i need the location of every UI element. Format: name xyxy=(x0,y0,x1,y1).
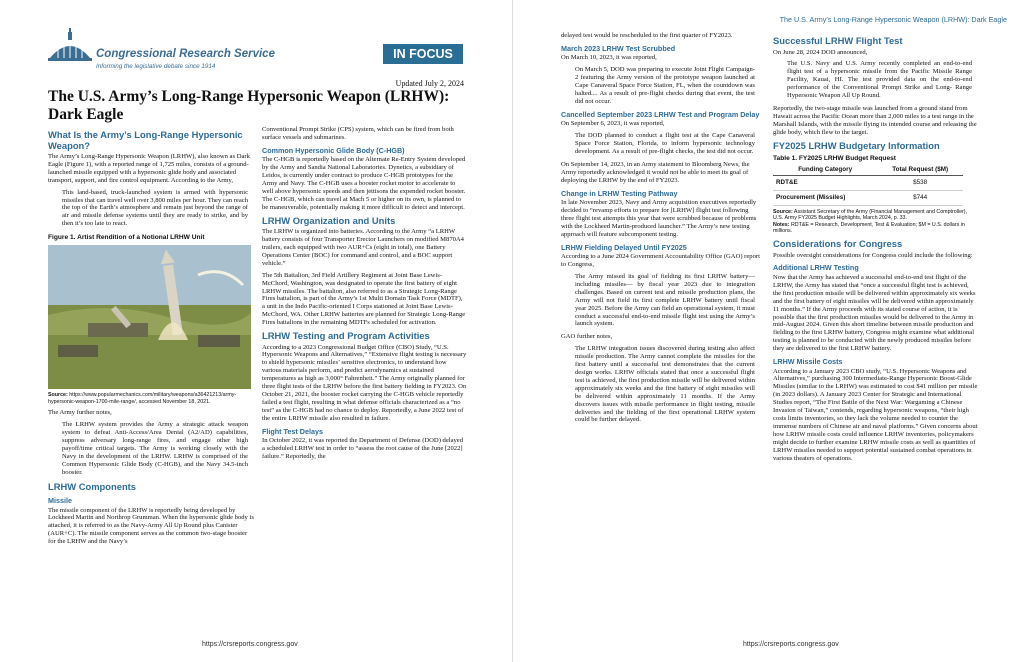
page2-column-right xyxy=(773,32,978,466)
running-header: The U.S. Army’s Long-Range Hypersonic Weapon (LRHW): Dark Eagle xyxy=(779,15,1007,24)
heading-budget: FY2025 LRHW Budgetary Information xyxy=(773,139,940,151)
crs-title: Congressional Research Service xyxy=(96,48,275,60)
quote-army-description: This land-based, truck-launched system is armed with hypersonic missiles that can travel well over 3,800 miles per hour. They can reach the top of the Earth’s atmosphere and remain just beyond the range of air and missile defense systems until they are ready to strike, and by then it’s too late to react. xyxy=(62,188,248,228)
para-september-bloomberg: On September 14, 2023, in an Army statement to Bloomberg News, the Army reportedly acknowledged it would not be able to meet its goal of deploying the LRHW by the end of FY2023. xyxy=(561,160,750,184)
budget-table xyxy=(773,165,963,206)
para-flight-test-delays: In October 2022, it was reported the Department of Defense (DOD) delayed a scheduled LRHW test in order to “assess the root cause of the June [2022] failure.” Reportedly, the xyxy=(262,437,464,460)
table-cell-category: Procurement (Missiles) xyxy=(773,190,877,205)
para-successful-test: On June 28, 2024 DOD announced, xyxy=(773,48,868,56)
quote-gao-fielding: The Army missed its goal of fielding its first LRHW battery—including missiles— by fiscal year 2023 due to integration challenges. Based on current test and missile production plans, the Army will not field its first complete LRHW battery until fiscal year 2025. Before the Army can field an operational system, it must conduct a successful end-to-end missile flight test using the Army’s launch system. xyxy=(575,273,755,328)
table-header-amount: Total Request ($M) xyxy=(877,165,963,175)
table-title: Table 1. FY2025 LRHW Budget Request xyxy=(773,155,896,163)
quote-march-2023: On March 5, DOD was preparing to execute Joint Flight Campaign-2 featuring the Army version of the prototype weapon launched at Cape Canaveral Space Force Station, FL, when the countdown was halted.... As a result of pre-flight checks during that event, the test did not occur. xyxy=(575,66,755,105)
crs-tagline: Informing the legislative debate since 1914 xyxy=(96,63,216,70)
heading-fielding-delayed: LRHW Fielding Delayed Until FY2025 xyxy=(561,242,687,252)
heading-considerations: Considerations for Congress xyxy=(773,238,903,250)
page1-footer-link[interactable]: https://crsreports.congress.gov xyxy=(202,641,298,648)
quote-gao-integration: The LRHW integration issues discovered during testing also affect missile production. The Army cannot complete the missiles for the first battery until a successful test demonstrates that the current design works. LRHW officials stated that once a successful flight test is achieved, the first production missile will be delivered within approximately six weeks and the first battery of eight missiles will be delivered within approximately 11 months. If the Army discovers issues with missile performance in flight testing, missile deliveries and the fielding of the first operational LRHW system could be further delayed. xyxy=(575,345,755,424)
para-missile-costs: According to a January 2023 CBO study, “U.S. Hypersonic Weapons and Alternatives,” purchasing 300 Intermediate-Range Hypersonic Boost-Glide Missiles (similar to the LRHW) was estimated to cost $41 million per missile (in 2023 dollars). A January 2023 Center for Strategic and International Studies report, “The First Battle of the Next War: Wargaming a Chinese Invasion of Taiwan,” contends, regarding hypersonic weapons, “their high costs limits inventories, so they lack the volume needed to counter the immense numbers of Chinese air and naval platforms.” Given concerns about how LRHW missile costs could influence LRHW inventories, policymakers might decide to further examine LRHW missile costs as well as quantities of LRHW missiles needed to support potential sustained combat operations in various theaters of operations. xyxy=(773,367,978,462)
page2-column-left xyxy=(561,32,761,429)
quote-army-strategic: The LRHW system provides the Army a strategic attack weapon system to defeat Anti-Access/Area Denial (A2/AD) capabilities, suppress adversary long-range fires, and engage other high payoff/time critical targets. The Army is working closely with the Navy in the development of the LRHW. LRHW is comprised of the Common Hypersonic Glide Body (C-HGB), and the Navy 34.5-inch booster. xyxy=(62,421,248,476)
heading-september-2023: Cancelled September 2023 LRHW Test and Program Delay xyxy=(561,109,760,119)
para-fielding-delayed: According to a June 2024 Government Accountability Office (GAO) report to Congress, xyxy=(561,253,760,269)
heading-lrhw-components: LRHW Components xyxy=(48,480,137,492)
figure-source-link[interactable]: https://www.popularmechanics.com/military/weapons/a36421213/army-hypersonic-weapon-1700-mile-range/, accessed November 18, 2021. xyxy=(48,392,237,405)
in-focus-badge: IN FOCUS xyxy=(383,44,463,64)
table-row xyxy=(773,175,963,190)
para-chgb: The C-HGB is reportedly based on the Alternate Re-Entry System developed by the Army and Sandia National Laboratories. Dynetics, a subsidiary of Leidos, is currently under contract to produce C-HGB prototypes for the Army and Navy. The C-HGB uses a booster rocket motor to accelerate to well above hypersonic speeds and then jettisons the expended rocket booster. The C-HGB, which can travel at Mach 5 or higher on its own, is planned to be maneuverable, potentially making it more difficult to detect and intercept. xyxy=(262,156,466,211)
para-testing: According to a 2023 Congressional Budget Office (CBO) Study, “U.S. Hypersonic Weapons and Alternatives,” “Extensive flight testing is necessary to shield hypersonic missiles’ sensitive electronics, to understand how various materials perform, and predict aerodynamics at sustained temperatures as high as 3,000° Fahrenheit.” The Army originally planned for three flight tests of the LRHW before the first battery fielding in FY2023. On October 21, 2021, the booster rocket carrying the C-HGB vehicle reportedly failed a test flight, resulting in what defense officials characterized as a “no test” as the C-HGB had no chance to deploy. Reportedly, a June 2022 test of the entire LRHW missile also resulted in failure. xyxy=(262,343,467,422)
para-organization-2: The 5th Battalion, 3rd Field Artillery Regiment at Joint Base Lewis-McChord, Washington, was designated to operate the first battery of eight LRHW missiles. The battalion, also referred to as a Strategic Long-Range Fires battalion, is part of the Army’s 1st Multi Domain Task Force (MDTF), a unit in the Indo Pacific-oriented I Corps stationed at Joint Base Lewis-McChord, WA. Other LRHW batteries are planned for Strategic Long-Range Fires battalions in the remaining MDTFs scheduled for activation. xyxy=(262,271,466,327)
heading-chgb: Common Hypersonic Glide Body (C-HGB) xyxy=(262,145,405,155)
heading-missile-costs: LRHW Missile Costs xyxy=(773,357,843,367)
para-successful-test-2: Reportedly, the two-stage missile was launched from a ground stand from Hawaii across the Pacific Ocean more than 2,000 miles to a test range in the Marshall Islands, with the missile flying its intended course and releasing the glide body, which flew to the target. xyxy=(773,104,977,136)
page2-footer-link[interactable]: https://crsreports.congress.gov xyxy=(743,641,839,648)
figure-source-label: Source: xyxy=(48,392,68,399)
table-source-text: Assistant Secretary of the Army (Financial Management and Comptroller), U.S. Army FY2025 Budget Highlights, March 2024, p. 33. xyxy=(773,208,968,222)
page1-column-right xyxy=(262,126,467,465)
lrhw-unit-artist-rendition-image xyxy=(48,245,251,389)
table-cell-amount: $744 xyxy=(877,190,963,205)
lrhw-launcher-scene-icon xyxy=(48,245,251,389)
para-september-2023: On September 6, 2023, it was reported, xyxy=(561,120,665,128)
heading-additional-testing: Additional LRHW Testing xyxy=(773,263,859,273)
heading-missile: Missile xyxy=(48,496,72,505)
figure-source xyxy=(48,392,254,405)
heading-testing-pathway: Change in LRHW Testing Pathway xyxy=(561,188,678,198)
page-right xyxy=(512,0,1024,662)
table-row xyxy=(773,190,963,205)
para-gao-further: GAO further notes, xyxy=(561,333,613,341)
para-cps-continued: Conventional Prompt Strike (CPS) system, which can be fired from both surface vessels and submarines. xyxy=(262,126,454,141)
table-cell-amount: $538 xyxy=(877,175,963,190)
capitol-dome-logo-icon xyxy=(46,26,94,66)
para-testing-pathway: In late November 2023, Navy and Army acquisition executives reportedly decided to “revamp efforts to prepare for [LRHW] flight test following three flight test attempts this year that were scrubbed because of problems with the Lockheed Martin-produced launcher.” The Army’s new testing approach will feature subcomponent testing. xyxy=(561,199,757,238)
para-march-2023: On March 10, 2023, it was reported, xyxy=(561,54,657,62)
quote-successful-test: The U.S. Navy and U.S. Army recently completed an end-to-end flight test of a hypersonic missile from the Pacific Missile Range Facility, Kauai, HI. The test provided data on the end-to-end performance of the Conventional Prompt Strike and Long- Range Hypersonic Weapon All Up Round. xyxy=(787,60,972,100)
updated-date: Updated July 2, 2024 xyxy=(395,79,464,88)
para-considerations: Possible oversight considerations for Congress could include the following: xyxy=(773,251,973,259)
page1-column-left xyxy=(48,126,254,550)
para-missile: The missile component of the LRHW is reportedly being developed by Lockheed Martin and Northrop Grumman. When the hypersonic glide body is attached, it is referred to as the Navy-Army All Up Round plus Canister (AUR+C). The missile component serves as the common two-stage booster for the LRHW and the Navy’s xyxy=(48,506,254,546)
figure-title: Figure 1. Artist Rendition of a Notional LRHW Unit xyxy=(48,234,205,242)
table-notes-label: Notes: xyxy=(773,221,790,228)
heading-what-is-lrhw: What Is the Army’s Long-Range Hypersonic Weapon? xyxy=(48,129,243,151)
table-source xyxy=(773,209,978,235)
quote-september-2023: The DOD planned to conduct a flight test at the Cape Canaveral Space Force Station, Florida, to inform hypersonic technology development. As a result of pre-flight checks, the test did not occur. xyxy=(575,132,755,156)
heading-march-2023: March 2023 LRHW Test Scrubbed xyxy=(561,43,676,53)
table-notes-text: RDT&E = Research, Development, Test & Evaluation; $M = U.S. dollars in millions. xyxy=(773,221,965,235)
document-title: The U.S. Army’s Long-Range Hypersonic Weapon (LRHW): Dark Eagle xyxy=(48,88,450,123)
table-header-category: Funding Category xyxy=(773,165,877,175)
heading-successful-test: Successful LRHW Flight Test xyxy=(773,35,903,46)
para-what-is-lrhw: The Army’s Long-Range Hypersonic Weapon (LRHW), also known as Dark Eagle (Figure 1), with a reported range of 1,725 miles, consists of a ground-launched missile equipped with a hypersonic glide body and associated transport, support, and fire control equipment. According to the Army, xyxy=(48,153,250,184)
para-delay-continued: delayed test would be rescheduled to the first quarter of FY2023. xyxy=(561,32,733,39)
heading-flight-test-delays: Flight Test Delays xyxy=(262,426,323,436)
table-source-label: Source: xyxy=(773,208,793,215)
heading-testing-program: LRHW Testing and Program Activities xyxy=(262,330,430,342)
table-cell-category: RDT&E xyxy=(773,175,877,190)
para-army-further-notes: The Army further notes, xyxy=(48,409,112,417)
para-additional-testing: Now that the Army has achieved a successful end-to-end test flight of the LRHW, the Army has stated that “once a successful flight test is achieved, the first production missile will be delivered within approximately six weeks and the first battery of eight missiles will be delivered within approximately 11 months.” If the Army proceeds with its stated course of action, it is possible that the first production missiles would be delivered to the Army in mid-August 2024. Given this short timeline between missile production and fielding to the first LRHW battery, Congress might examine what additional testing is planned to be conducted with the newly produced missiles before they are delivered to the first LRHW battery. xyxy=(773,273,976,353)
heading-organization-units: LRHW Organization and Units xyxy=(262,214,396,226)
para-organization-1: The LRHW is organized into batteries. According to the Army “a LRHW battery consists of four Transporter Erector Launchers on modified M870A4 trailers, each equipped with two AUR+Cs (eight in total), one Battery Operations Center (BOC) for command and control, and a BOC support vehicle.” xyxy=(262,228,464,267)
